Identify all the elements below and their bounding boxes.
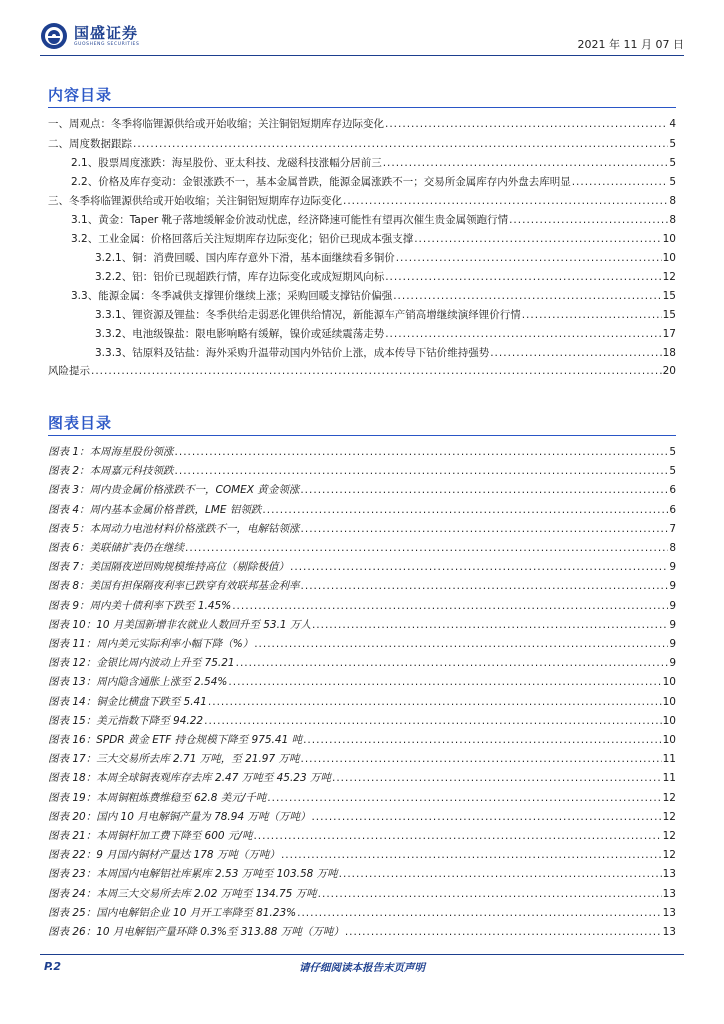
entry-title: 一、周观点：冬季将临锂源供给或开始收缩；关注铜铝短期库存边际变化	[48, 118, 384, 130]
dot-leader	[303, 733, 662, 747]
dot-leader	[385, 327, 661, 341]
dot-leader	[301, 522, 669, 536]
figure-entry[interactable]	[48, 829, 676, 843]
dot-leader	[297, 906, 662, 920]
entry-title: 图表 16：SPDR 黄金 ETF 持仓规模下降至 975.41 吨	[48, 734, 303, 746]
entry-title: 图表 25：国内电解铝企业 10 月开工率降至 81.23%	[48, 906, 297, 919]
figures-title-rule	[48, 435, 676, 436]
figure-entry[interactable]	[48, 714, 676, 728]
dot-leader	[345, 925, 662, 939]
page-header	[0, 0, 724, 60]
dot-leader	[318, 887, 662, 901]
entry-page-number: 10	[662, 676, 676, 689]
dot-leader	[236, 656, 669, 670]
dot-leader	[572, 175, 669, 189]
entry-page-number: 15	[662, 309, 676, 321]
entry-page-number: 5	[669, 446, 676, 458]
entry-page-number: 18	[662, 347, 676, 359]
dot-leader	[311, 810, 661, 824]
entry-title: 图表 9：周内美十债利率下跌至 1.45%	[48, 599, 232, 612]
entry-title: 图表 13：周内隐含通胀上涨至 2.54%	[48, 676, 228, 689]
entry-title: 图表 23：本周国内电解铝社库累库 2.53 万吨至 103.58 万吨	[48, 868, 338, 881]
figure-entry[interactable]	[48, 445, 676, 459]
figure-entry[interactable]	[48, 925, 676, 939]
dot-leader	[396, 251, 662, 265]
entry-page-number: 15	[662, 290, 676, 302]
figures-title: 图表目录	[48, 414, 113, 432]
entry-page-number: 8	[669, 214, 676, 226]
entry-page-number: 10	[662, 695, 676, 708]
entry-title: 图表 8：美国有担保隔夜利率已跌穿有效联邦基金利率	[48, 580, 300, 593]
entry-page-number: 6	[669, 503, 676, 516]
entry-title: 3.3.1、锂资源及锂盐：冬季供给走弱恶化锂供给情况，新能源车产销高增继续演绎锂价行情	[95, 309, 521, 321]
header-divider	[40, 55, 684, 56]
figure-entry[interactable]	[48, 503, 676, 517]
entry-title: 3.3.3、钴原料及钴盐：海外采购升温带动国内外钴价上涨，成本传导下钴价维持强势	[95, 347, 490, 359]
figure-entry[interactable]	[48, 541, 676, 555]
entry-page-number: 9	[669, 618, 676, 631]
toc-entry[interactable]	[71, 156, 676, 170]
dot-leader	[332, 771, 662, 785]
dot-leader	[175, 445, 669, 459]
entry-page-number: 11	[662, 772, 676, 785]
entry-page-number: 12	[662, 830, 676, 842]
dot-leader	[290, 560, 668, 574]
contents-title: 内容目录	[48, 86, 113, 104]
figure-entry[interactable]	[48, 867, 676, 881]
dot-leader	[91, 364, 662, 378]
dot-leader	[185, 541, 668, 555]
entry-title: 图表 22：9 月国内铜材产量达 178 万吨（万吨）	[48, 849, 280, 862]
entry-page-number: 5	[669, 465, 676, 478]
dot-leader	[281, 848, 662, 862]
entry-title: 图表 10：10 月美国新增非农就业人数回升至 53.1 万人	[48, 618, 311, 631]
entry-title: 3.3、能源金属：冬季减供支撑锂价继续上涨；采购回暖支撑钴价偏强	[71, 290, 393, 302]
entry-title: 3.3.2、电池级镍盐：限电影响略有缓解，镍价或延续震荡走势	[95, 328, 385, 340]
dot-leader	[393, 289, 661, 303]
figure-entry[interactable]	[48, 771, 676, 785]
figure-entry[interactable]	[48, 599, 676, 613]
report-date: 2021 年 11 月 07 日	[577, 38, 684, 51]
toc-entry[interactable]	[95, 251, 676, 265]
entry-page-number: 9	[669, 599, 676, 612]
toc-entry[interactable]	[95, 308, 676, 322]
figure-entry[interactable]	[48, 618, 676, 632]
figure-entry[interactable]	[48, 656, 676, 670]
entry-page-number: 9	[669, 561, 676, 574]
toc-entry[interactable]	[48, 137, 676, 151]
entry-title: 3.2.1、铜：消费回暖、国内库存意外下滑，基本面继续看多铜价	[95, 252, 395, 264]
figure-entry[interactable]	[48, 791, 676, 805]
toc-entry[interactable]	[71, 213, 676, 227]
dot-leader	[385, 270, 661, 284]
entry-page-number: 5	[669, 157, 676, 169]
entry-title: 图表 11：周内美元实际利率小幅下降（%）	[48, 638, 254, 650]
dot-leader	[232, 599, 668, 613]
entry-page-number: 9	[669, 638, 676, 650]
toc-entry[interactable]	[95, 270, 676, 284]
entry-page-number: 12	[662, 810, 676, 823]
figure-entry[interactable]	[48, 810, 676, 824]
dot-leader	[301, 579, 669, 593]
entry-title: 图表 7：美国隔夜逆回购规模维持高位（剔除极值）	[48, 561, 290, 574]
entry-title: 图表 2：本周嘉元科技领跌	[48, 465, 174, 478]
entry-page-number: 8	[669, 195, 676, 207]
dot-leader	[509, 213, 668, 227]
entry-page-number: 10	[662, 233, 676, 245]
entry-title: 图表 15：美元指数下降至 94.22	[48, 714, 204, 727]
figure-entry[interactable]	[48, 848, 676, 862]
dot-leader	[522, 308, 662, 322]
footer-divider	[40, 954, 684, 955]
toc-entry[interactable]	[71, 289, 676, 303]
figure-entry[interactable]	[48, 483, 676, 497]
figure-entry[interactable]	[48, 752, 676, 766]
entry-page-number: 5	[669, 138, 676, 150]
entry-page-number: 11	[662, 753, 676, 766]
entry-title: 2.2、价格及库存变动：金银涨跌不一，基本金属普跌，能源金属涨跌不一；交易所金属库存内外盘去库明显	[71, 176, 571, 188]
toc-entry[interactable]	[48, 194, 676, 208]
dot-leader	[414, 232, 661, 246]
dot-leader	[208, 695, 662, 709]
entry-title: 图表 1：本周海星股份领涨	[48, 446, 174, 458]
entry-page-number: 13	[662, 926, 676, 938]
entry-title: 图表 18：本周全球铜表观库存去库 2.47 万吨至 45.23 万吨	[48, 772, 331, 785]
toc-entry[interactable]	[71, 232, 676, 246]
entry-title: 图表 14：铜金比横盘下跌至 5.41	[48, 695, 207, 708]
entry-page-number: 10	[662, 714, 676, 727]
entry-page-number: 17	[662, 328, 676, 340]
entry-title: 图表 6：美联储扩表仍在继续	[48, 542, 185, 554]
dot-leader	[253, 829, 661, 843]
entry-page-number: 10	[662, 734, 676, 746]
dot-leader	[385, 117, 668, 131]
toc-entry[interactable]	[95, 346, 676, 360]
figure-entry[interactable]	[48, 464, 676, 478]
figure-entry[interactable]	[48, 560, 676, 574]
dot-leader	[254, 637, 668, 651]
dot-leader	[339, 867, 662, 881]
figure-entry[interactable]	[48, 579, 676, 593]
entry-title: 图表 4：周内基本金属价格普跌，LME 铝领跌	[48, 503, 262, 516]
entry-title: 图表 24：本周三大交易所去库 2.02 万吨至 134.75 万吨	[48, 887, 317, 900]
entry-title: 图表 20：国内 10 月电解铜产量为 78.94 万吨（万吨）	[48, 810, 311, 823]
entry-title: 图表 12：金银比周内波动上升至 75.21	[48, 657, 235, 670]
entry-page-number: 6	[669, 484, 676, 497]
footer-disclaimer: 请仔细阅读本报告末页声明	[299, 962, 425, 974]
entry-title: 图表 21：本周铜杆加工费下降至 600 元/吨	[48, 830, 253, 842]
figure-entry[interactable]	[48, 637, 676, 651]
dot-leader	[300, 483, 668, 497]
entry-page-number: 20	[662, 365, 676, 377]
entry-title: 3.1、黄金：Taper 靴子落地缓解金价波动忧虑，经济降速可能性有望再次催生贵金属领跑行情	[71, 214, 509, 226]
entry-title: 三、冬季将临锂源供给或开始收缩；关注铜铝短期库存边际变化	[48, 195, 342, 207]
page-number: P.2	[44, 960, 62, 973]
toc-entry[interactable]	[95, 327, 676, 341]
entry-page-number: 13	[662, 906, 676, 919]
dot-leader	[228, 675, 661, 689]
toc-entry[interactable]	[71, 175, 676, 189]
entry-page-number: 7	[669, 522, 676, 535]
entry-page-number: 5	[669, 176, 676, 188]
figure-entry[interactable]	[48, 695, 676, 709]
toc-entry[interactable]	[48, 117, 676, 131]
dot-leader	[301, 752, 662, 766]
dot-leader	[312, 618, 668, 632]
entry-title: 风险提示	[48, 365, 90, 377]
dot-leader	[133, 137, 668, 151]
entry-page-number: 12	[662, 791, 676, 804]
entry-page-number: 13	[662, 887, 676, 900]
figure-entry[interactable]	[48, 906, 676, 920]
contents-title-rule	[48, 107, 676, 108]
figure-entry[interactable]	[48, 887, 676, 901]
entry-page-number: 12	[662, 849, 676, 862]
entry-title: 2.1、股票周度涨跌：海星股份、亚太科技、龙磁科技涨幅分居前三	[71, 157, 382, 169]
entry-title: 图表 5：本周动力电池材料价格涨跌不一，电解钴领涨	[48, 522, 300, 535]
entry-page-number: 13	[662, 868, 676, 881]
entry-page-number: 10	[662, 252, 676, 264]
figure-entry[interactable]	[48, 733, 676, 747]
dot-leader	[383, 156, 669, 170]
dot-leader	[175, 464, 669, 478]
entry-page-number: 12	[662, 271, 676, 283]
dot-leader	[267, 791, 661, 805]
brand-logo	[40, 22, 139, 50]
entry-title: 3.2、工业金属：价格回落后关注短期库存边际变化；铝价已现成本强支撑	[71, 233, 414, 245]
dot-leader	[204, 714, 662, 728]
brand-name-en: GUOSHENG SECURITIES	[74, 41, 140, 47]
dot-leader	[343, 194, 668, 208]
entry-page-number: 8	[669, 542, 676, 554]
dot-leader	[490, 346, 661, 360]
figure-entry[interactable]	[48, 522, 676, 536]
toc-entry[interactable]	[48, 364, 676, 378]
figure-entry[interactable]	[48, 675, 676, 689]
entry-title: 图表 26：10 月电解铝产量环降 0.3%至 313.88 万吨（万吨）	[48, 926, 344, 938]
entry-page-number: 9	[669, 657, 676, 670]
entry-title: 图表 17：三大交易所去库 2.71 万吨，至 21.97 万吨	[48, 753, 300, 766]
entry-page-number: 4	[669, 118, 676, 130]
entry-title: 图表 19：本周铜粗炼费维稳至 62.8 美元/千吨	[48, 791, 267, 804]
guosheng-logo-icon	[40, 22, 68, 50]
entry-page-number: 9	[669, 580, 676, 593]
dot-leader	[262, 503, 668, 517]
entry-title: 二、周度数据跟踪	[48, 138, 132, 150]
entry-title: 3.2.2、铝：铝价已现超跌行情，库存边际变化或成短期风向标	[95, 271, 385, 283]
entry-title: 图表 3：周内贵金属价格涨跌不一，COMEX 黄金领涨	[48, 484, 300, 497]
brand-name-cn: 国盛证券	[74, 23, 139, 42]
